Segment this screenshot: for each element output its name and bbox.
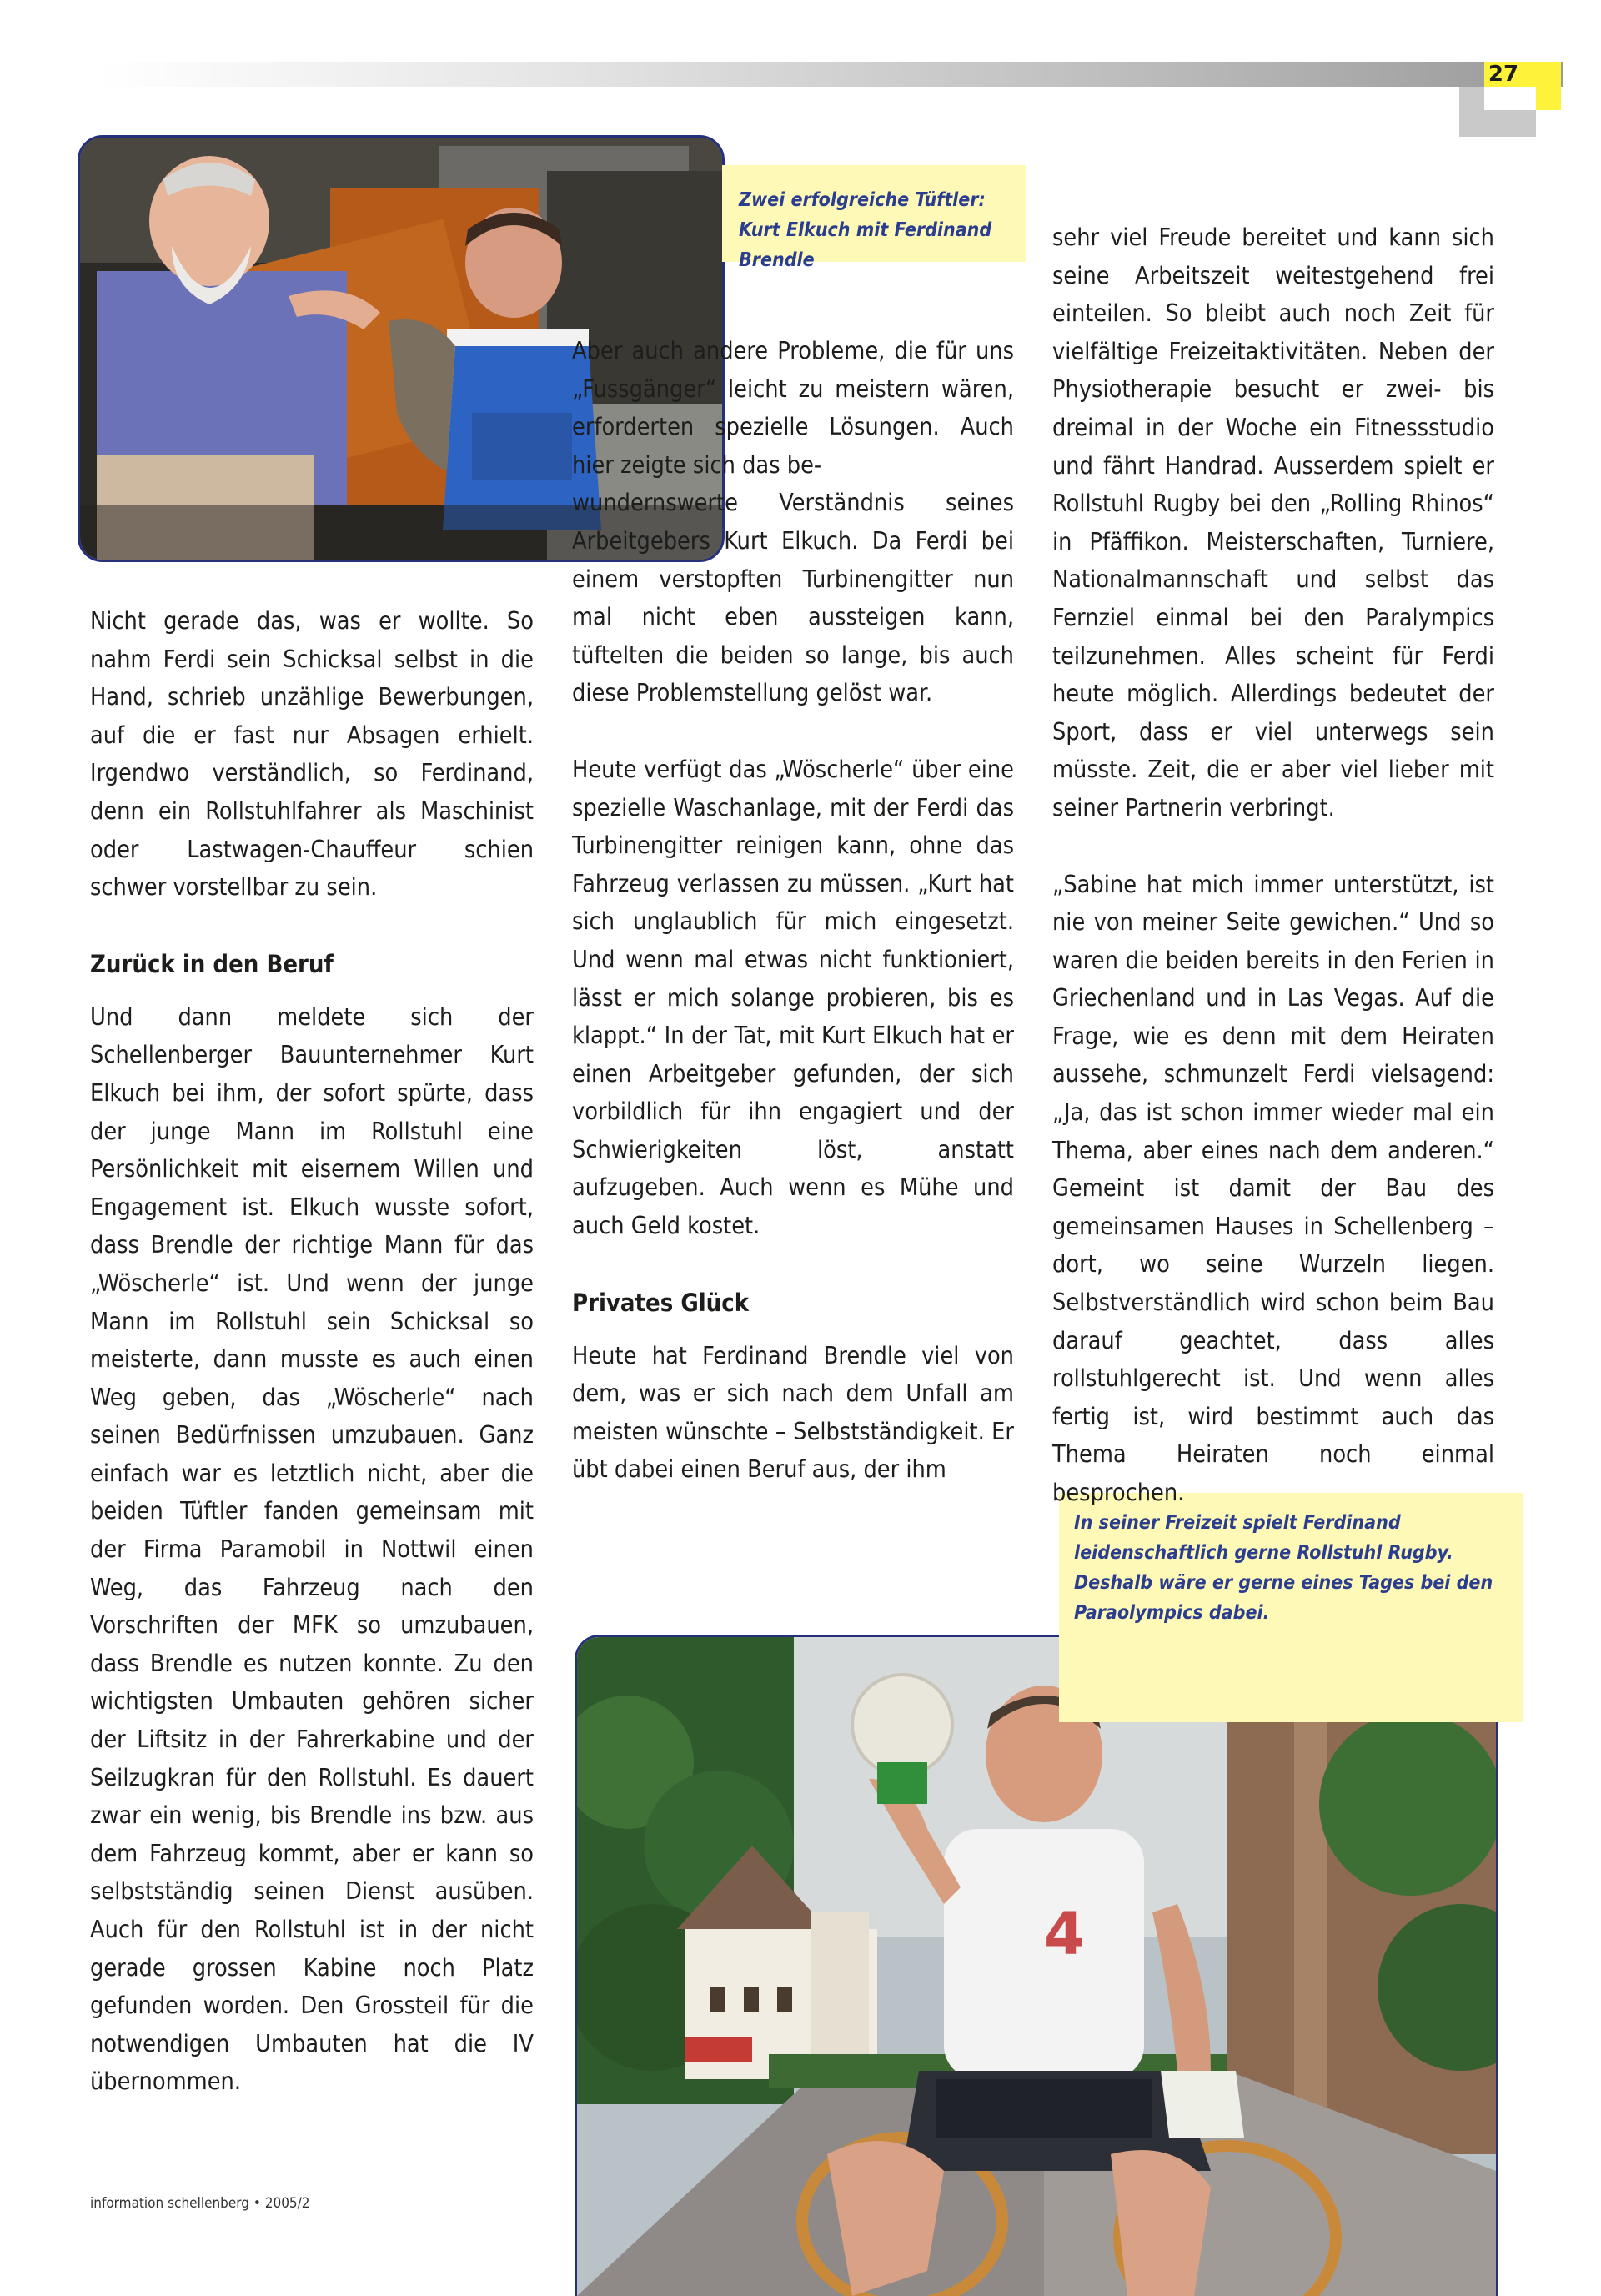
article-column-right bbox=[1052, 219, 1494, 1512]
footer: information schellenberg • 2005/2 bbox=[90, 2195, 310, 2212]
article-column-left bbox=[90, 602, 534, 2101]
jersey-number: 4 bbox=[1044, 1900, 1085, 1968]
article-column-middle bbox=[572, 332, 1014, 1489]
paragraph: Heute hat Ferdinand Brendle viel von dem, was er sich nach dem Unfall am meisten wünschte – Selbstständigkeit. Er übt dabei einen Beruf aus, der ihm bbox=[572, 1340, 1014, 1484]
photo-caption: Zwei erfolgreiche Tüftler: Kurt Elkuch mit Ferdinand Brendle bbox=[722, 165, 1026, 262]
paragraph: „Sabine hat mich immer unterstützt, ist nie von meiner Seite gewichen.“ Und so waren die beiden bereits in den Ferien in Griechenland und in Las Vegas. Auf die Frage, wie es denn mit dem Heiraten aussehe, schmunzelt Ferdi vielsagend: „Ja, das ist schon immer wieder mal ein Thema, aber eines nach dem anderen.“ Gemeint ist damit der Bau des gemeinsamen Hauses in Schellenberg – dort, wo seine Wurzeln liegen. Selbstverständlich wird schon beim Bau darauf geachtet, dass alles rollstuhlgerecht ist. Und wenn alles fertig ist, wird bestimmt auch das Thema Heiraten noch einmal besprochen. bbox=[1052, 869, 1494, 1506]
subheading: Privates Glück bbox=[572, 1288, 750, 1317]
subheading: Zurück in den Beruf bbox=[90, 949, 334, 978]
paragraph: Nicht gerade das, was er wollte. So nahm Ferdi sein Schicksal selbst in die Hand, schrieb unzählige Bewerbungen, auf die er fast nur Absagen erhielt. Irgendwo verständlich, so Ferdinand, denn ein Rollstuhlfahrer als Maschinist oder Lastwagen-Chauffeur schien schwer vorstellbar zu sein. bbox=[90, 606, 534, 902]
paragraph: wundernswerte Verständnis seines Arbeitgebers Kurt Elkuch. Da Ferdi bei einem verstopften Turbinengitter nun mal nicht eben aussteigen kann, tüftelten die beiden so lange, bis auch diese Problemstellung gelöst war. bbox=[572, 488, 1014, 707]
paragraph: Heute verfügt das „Wöscherle“ über eine spezielle Waschanlage, mit der Ferdi das Turbinengitter reinigen kann, ohne das Fahrzeug verlassen zu müssen. „Kurt hat sich unglaublich für mich eingesetzt. Und wenn mal etwas nicht funktioniert, lässt er mich solange probieren, bis es klappt.“ In der Tat, mit Kurt Elkuch hat er einen Arbeitgeber gefunden, der sich vorbildlich für ihn engagiert und der Schwierigkeiten löst, anstatt aufzugeben. Auch wenn es Mühe und auch Geld kostet. bbox=[572, 754, 1014, 1240]
header-gradient-bar bbox=[100, 62, 1563, 87]
photo-wheelchair-rugby bbox=[575, 1635, 1498, 2296]
photo-caption: In seiner Freizeit spielt Ferdinand leidenschaftlich gerne Rollstuhl Rugby. Deshalb wäre er gerne eines Tages bei den Paraolympics dabei. bbox=[1059, 1493, 1523, 1722]
paragraph: Und dann meldete sich der Schellenberger Bauunternehmer Kurt Elkuch bei ihm, der sofort spürte, dass der junge Mann im Rollstuhl eine Persönlichkeit mit eisernem Willen und Engagement ist. Elkuch wusste sofort, dass Brendle der richtige Mann für das „Wöscherle“ ist. Und wenn der junge Mann im Rollstuhl sein Schicksal so meisterte, dann musste es auch einen Weg geben, das „Wöscherle“ nach seinen Bedürfnissen umzubauen. Ganz einfach war es letztlich nicht, aber die beiden Tüftler fanden gemeinsam mit der Firma Paramobil in Nottwil einen Weg, das Fahrzeug nach den Vorschriften der MFK so umzubauen, dass Brendle es nutzen konnte. Zu den wichtigsten Umbauten gehören sicher der Liftsitz in der Fahrerkabine und der Seilzugkran für den Rollstuhl. Es dauert zwar ein wenig, bis Brendle ins bzw. aus dem Fahrzeug kommt, aber er kann so selbstständig seinen Dienst ausüben. Auch für den Rollstuhl ist in der nicht gerade grossen Kabine noch Platz gefunden worden. Den Grossteil für die notwendigen Umbauten hat die IV übernommen. bbox=[90, 1002, 534, 2096]
page-number: 27 bbox=[1488, 62, 1519, 87]
paragraph: Aber auch andere Probleme, die für uns „Fussgänger“ leicht zu meistern wären, erforderten spezielle Lösungen. Auch hier zeigte sich das be- bbox=[572, 336, 1014, 479]
paragraph: sehr viel Freude bereitet und kann sich seine Arbeitszeit weitestgehend frei einteilen. So bleibt auch noch Zeit für vielfältige Freizeitaktivitäten. Neben der Physiotherapie besucht er zwei- bis dreimal in der Woche ein Fitnessstudio und fährt Handrad. Ausserdem spielt er Rollstuhl Rugby bei den „Rolling Rhinos“ in Pfäffikon. Meisterschaften, Turniere, Nationalmannschaft und selbst das Fernziel einmal bei den Paralympics teilzunehmen. Alles scheint für Ferdi heute möglich. Allerdings bedeutet der Sport, dass er viel unterwegs sein müsste. Zeit, die er aber viel lieber mit seiner Partnerin verbringt. bbox=[1052, 223, 1494, 821]
page-number-decoration bbox=[1484, 87, 1536, 110]
